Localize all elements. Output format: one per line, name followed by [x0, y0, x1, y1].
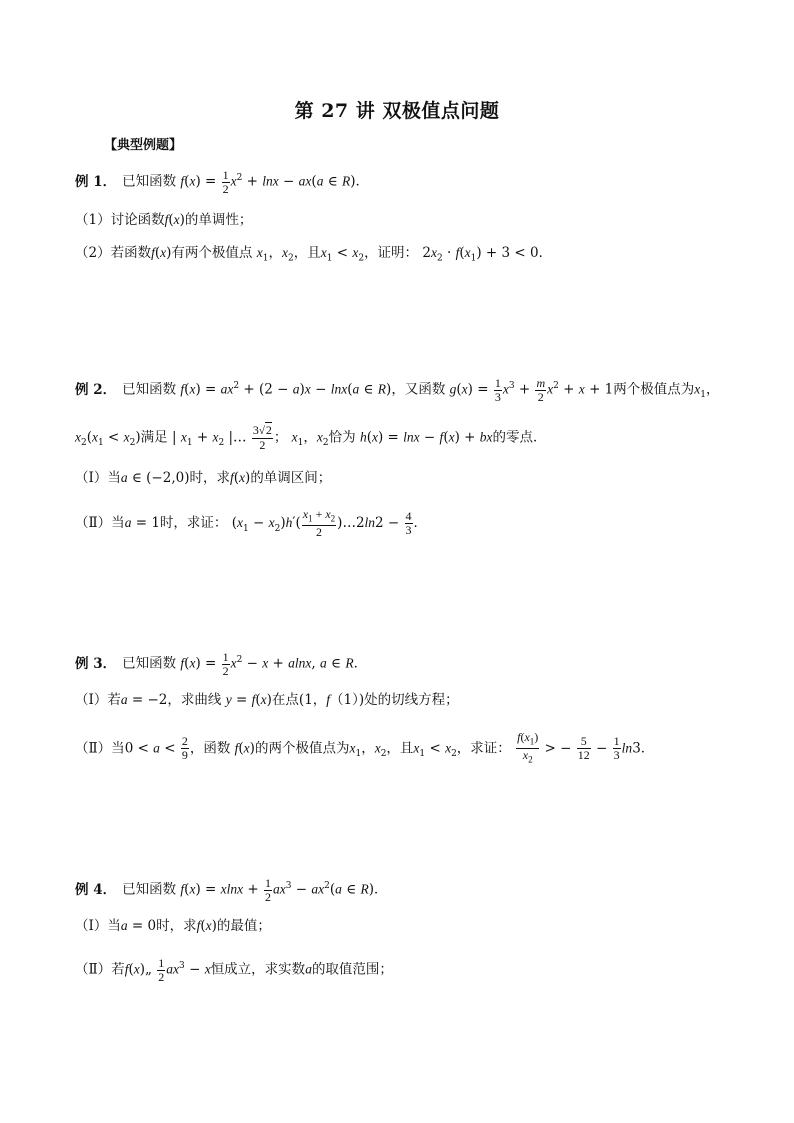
example-4-stem: 例 4． 已知函数 f(x) = xlnx + $\frac{1}{2}$ $ax^3 - ax^2(a$ ∈ R)．	[75, 875, 388, 904]
page-title: 第 27 讲 双极值点问题	[294, 100, 500, 122]
example-1-label: 例 1．	[75, 173, 117, 190]
example-2-label: 例 2．	[75, 381, 117, 398]
example-2-stem: 例 2． 已知函数 $f(x) = ax^2 + (2 - a)x - \ln x(a$ ∈ R)，又函数 g(x) = $\frac{1}{3}$ $x^3$ + $\frac{m}{2}$ $x^2 + x + 1$两个极值点为$x_1$，	[75, 375, 720, 404]
example-4-question-1: （Ⅰ）当a = 0时，求f(x)的最值；	[75, 918, 271, 934]
example-2-question-1: （Ⅰ）当a ∈ (−2,0)时，求f(x)的单调区间；	[75, 470, 332, 486]
example-4-question-2: （Ⅱ）若f(x)„ $\frac{1}{2}$ $ax^3 - x$恒成立，求实数a的取值范围；	[75, 955, 393, 984]
example-1-question-2: （2）若函数f(x)有两个极值点 $x_1$，$x_2$，且$x_1 < x_2$，证明： $2x_2 \cdot f(x_1) + 3 < 0$．	[75, 245, 553, 264]
section-heading: 【典型例题】	[104, 138, 183, 153]
example-1-question-1: （1）讨论函数f(x)的单调性；	[75, 212, 253, 228]
example-1-stem: 例 1． 已知函数 f(x) = $\frac{1}{2}$ $x^2 + \ln x - ax(a$ ∈ R)．	[75, 167, 370, 196]
example-2-question-2: （Ⅱ）当a = 1时，求证： $(x_1 - x_2)h'$( $\frac{x_1 + x_2}{2}$ )…2ln2 − $\frac{4}{3}$ ．	[75, 507, 428, 540]
example-3-label: 例 3．	[75, 655, 117, 672]
example-3-question-1: （Ⅰ）若a = −2，求曲线 y = f(x)在点(1，f（1）)处的切线方程；	[75, 692, 459, 708]
example-4-label: 例 4．	[75, 881, 117, 898]
example-3-stem: 例 3． 已知函数 f(x) = $\frac{1}{2}$ $x^2 - x + alnx$, a ∈ R．	[75, 649, 368, 678]
example-2-stem-cont: $x_2(x_1 < x_2)$满足 | $x_1 + x_2$ |… $\frac{3√2}{2}$ ； $x_1$，$x_2$恰为 h(x) = lnx − f(x) + bx的零点．	[75, 423, 547, 452]
example-3-question-2: （Ⅱ）当0 < a < $\frac{2}{9}$ ，函数 f(x)的两个极值点为$x_1$，$x_2$，且$x_1 < x_2$，求证： $\frac{f(x_1)}{x_2}$ > − $\frac{5}{12}$ − $\frac{1}{3}$ ln3．	[75, 730, 655, 765]
